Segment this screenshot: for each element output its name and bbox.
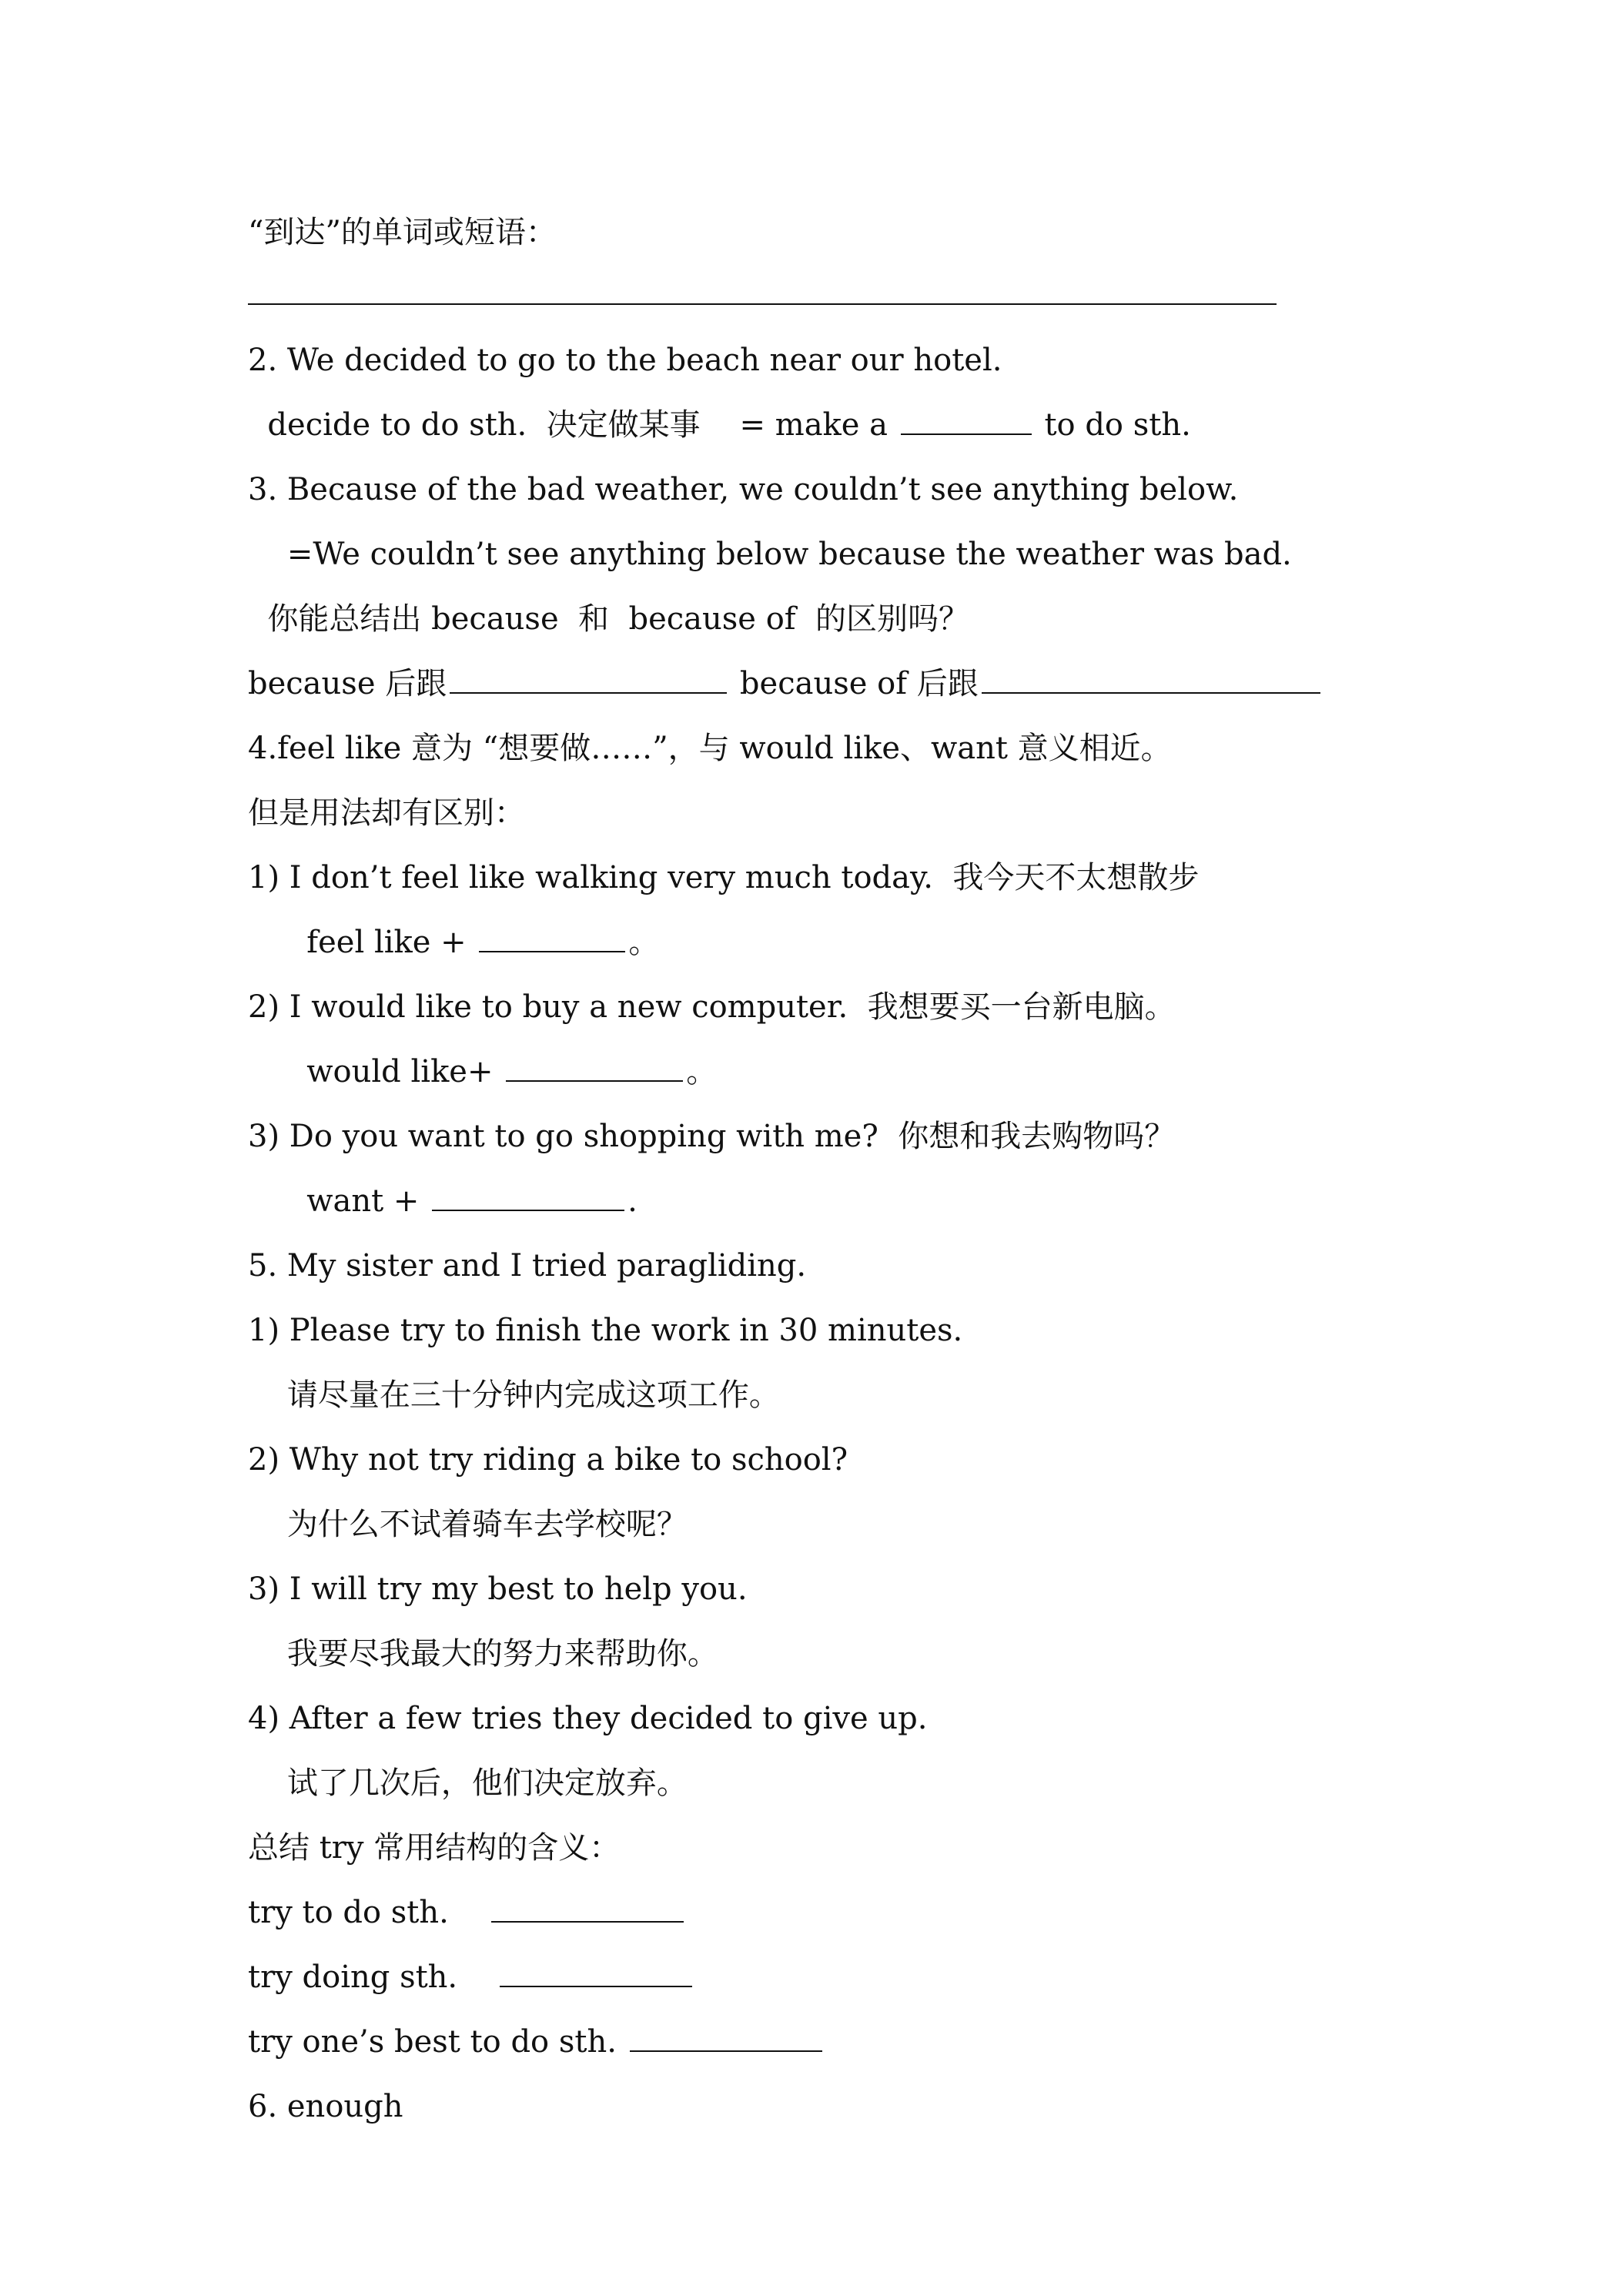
try-example-3: 3) I will try my best to help you. [248, 1571, 748, 1607]
try-best-structure [248, 2019, 825, 2065]
feel-like-example: 1) I don’t feel like walking very much today. 我今天不太想散步 [248, 860, 1200, 895]
make-a-blank[interactable] [901, 404, 1032, 435]
try-example-1: 1) Please try to finish the work in 30 minutes. [248, 1313, 963, 1348]
want-structure [248, 1178, 637, 1224]
try-to-do-label: try to do sth. [248, 1895, 488, 1930]
try-summary-heading: 总结 try 常用结构的含义： [248, 1830, 621, 1866]
try-example-3-translation: 我要尽我最大的努力来帮助你。 [248, 1636, 718, 1672]
would-like-structure [248, 1049, 717, 1095]
because-blank[interactable] [450, 663, 727, 694]
decide-structure [248, 402, 1191, 448]
try-example-2: 2) Why not try riding a bike to school? [248, 1442, 848, 1478]
try-example-1-translation: 请尽量在三十分钟内完成这项工作。 [248, 1377, 780, 1413]
feel-like-label: feel like + [248, 925, 477, 960]
item-4-note: 但是用法却有区别： [248, 795, 525, 831]
try-to-do-blank[interactable] [491, 1892, 684, 1923]
feel-like-end: 。 [628, 925, 660, 960]
item-5-sentence: 5. My sister and I tried paragliding. [248, 1248, 807, 1284]
try-best-blank[interactable] [630, 2021, 822, 2052]
try-example-4: 4) After a few tries they decided to give up. [248, 1701, 928, 1736]
feel-like-blank[interactable] [479, 922, 625, 952]
would-like-label: would like+ [248, 1054, 504, 1089]
arrive-words-prompt: “到达”的单词或短语： [248, 215, 557, 250]
try-best-label: try one’s best to do sth. [248, 2024, 627, 2060]
decide-structure-tail: to do sth. [1034, 407, 1191, 443]
try-example-4-translation: 试了几次后，他们决定放弃。 [248, 1766, 688, 1801]
item-3-sentence: 3. Because of the bad weather, we couldn’t see anything below. [248, 472, 1239, 507]
because-compare [248, 661, 1323, 707]
item-3-rewrite: =We couldn’t see anything below because the weather was bad. [248, 537, 1292, 572]
would-like-end: 。 [686, 1054, 718, 1089]
because-of-label: because of 后跟 [730, 666, 979, 701]
try-doing-blank[interactable] [500, 1956, 692, 1987]
because-of-blank[interactable] [982, 663, 1320, 694]
answer-rule [248, 303, 1277, 305]
try-doing-structure [248, 1954, 695, 2000]
item-2-sentence: 2. We decided to go to the beach near our hotel. [248, 343, 1002, 378]
because-label: because 后跟 [248, 666, 447, 701]
decide-structure-text: decide to do sth. 决定做某事 = make a [248, 407, 898, 443]
feel-like-structure [248, 919, 659, 966]
because-question: 你能总结出 because 和 because of 的区别吗？ [248, 601, 970, 637]
item-4-intro: 4.feel like 意为 “想要做……”，与 would like、want 意义相近。 [248, 731, 1172, 766]
try-to-do-structure [248, 1889, 687, 1936]
want-example: 3) Do you want to go shopping with me? 你想和我去购物吗？ [248, 1119, 1176, 1154]
item-6-heading: 6. enough [248, 2089, 403, 2124]
want-label: want + [248, 1183, 430, 1219]
would-like-example: 2) I would like to buy a new computer. 我想要买一台新电脑。 [248, 989, 1176, 1025]
try-example-2-translation: 为什么不试着骑车去学校呢？ [248, 1507, 688, 1542]
try-doing-label: try doing sth. [248, 1960, 497, 1995]
want-end: . [627, 1183, 637, 1219]
want-blank[interactable] [432, 1180, 624, 1211]
would-like-blank[interactable] [506, 1051, 683, 1082]
